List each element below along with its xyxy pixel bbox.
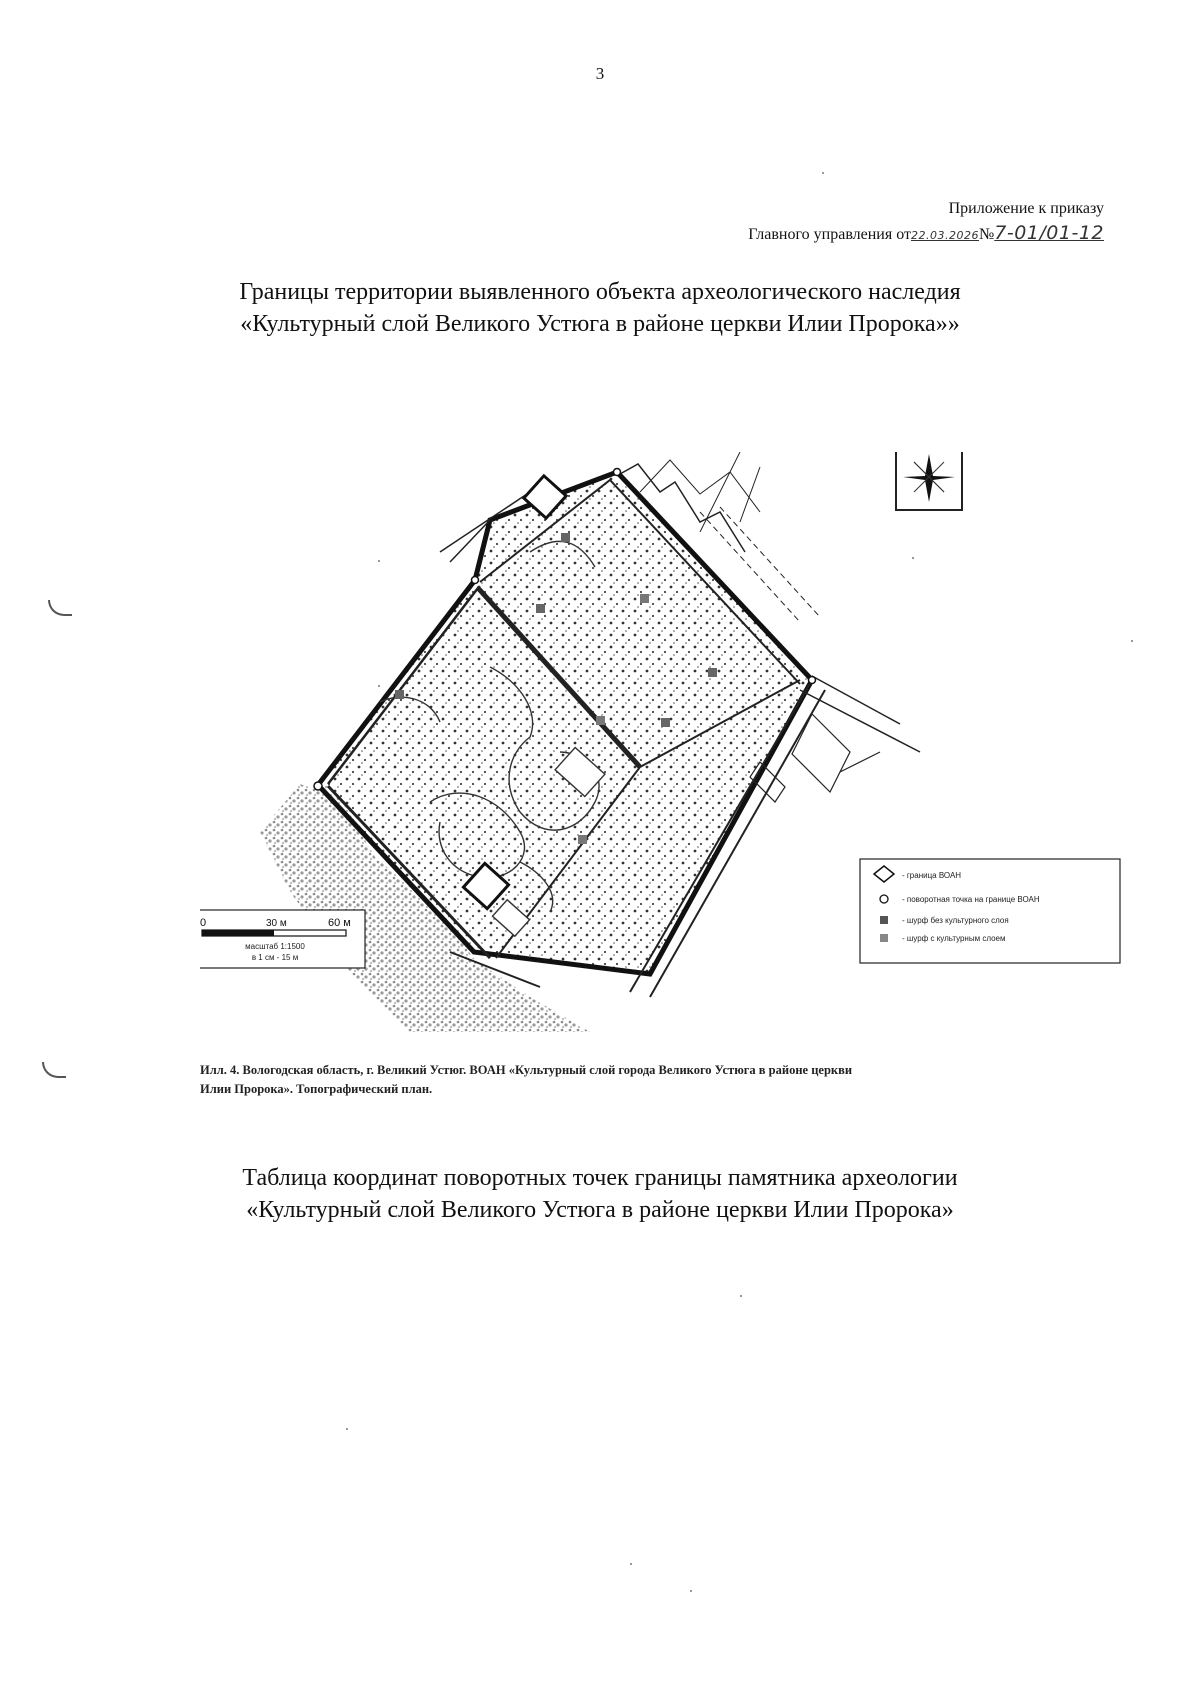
scale-label-60: 60 м [328, 917, 351, 929]
square-gray-icon [880, 934, 888, 942]
legend-item-turning-point: - поворотная точка на границе ВОАН [902, 895, 1040, 904]
appendix-line-2 [748, 221, 1104, 248]
square-dark-icon [880, 916, 888, 924]
circle-outline-icon [880, 895, 888, 903]
handwritten-date: 22.03.2026 [911, 229, 979, 242]
number-sign: № [979, 226, 995, 243]
scan-speck [912, 557, 914, 559]
punch-hole-mark [48, 600, 72, 616]
scan-speck [1131, 640, 1133, 642]
table-title-line-2: «Культурный слой Великого Устюга в районе церкви Илии Пророка» [246, 1197, 954, 1223]
scan-speck [740, 1295, 742, 1297]
scale-label-30: 30 м [266, 918, 287, 929]
title-line-1: Границы территории выявленного объекта археологического наследия [239, 279, 961, 305]
scan-speck [630, 1563, 632, 1565]
table-title [150, 1162, 1050, 1226]
scan-speck [346, 1428, 348, 1430]
scan-speck [822, 172, 824, 174]
punch-hole-mark [42, 1062, 66, 1078]
scale-label-0: 0 [200, 917, 207, 929]
appendix-block [748, 196, 1104, 248]
caption-line-1: Илл. 4. Вологодская область, г. Великий Устюг. ВОАН «Культурный слой города Великого Устюга в районе церкви [200, 1063, 853, 1077]
compass-rose-icon [896, 452, 962, 510]
legend [860, 859, 1120, 963]
scale-text: масштаб 1:1500 [245, 942, 305, 951]
legend-item-boundary: - граница ВОАН [902, 871, 962, 880]
figure-caption [200, 1061, 1120, 1099]
handwritten-number: 7-01/01-12 [994, 222, 1104, 244]
legend-item-pit-empty: - шурф без культурного слоя [902, 916, 1009, 925]
legend-item-pit-cultural: - шурф с культурным слоем [902, 934, 1006, 943]
title-line-2: «Культурный слой Великого Устюга в районе церкви Илии Пророка»» [240, 311, 960, 337]
document-title [150, 276, 1050, 340]
appendix-prefix: Главного управления от [748, 226, 912, 243]
appendix-line-1: Приложение к приказу [948, 200, 1104, 217]
caption-line-2: Илии Пророка». Топографический план. [200, 1082, 433, 1096]
scale-unit-text: в 1 см - 15 м [251, 953, 299, 962]
page-number: 3 [595, 64, 605, 83]
scan-speck [378, 560, 380, 562]
topographic-plan [200, 452, 1130, 1048]
table-title-line-1: Таблица координат поворотных точек границы памятника археологии [242, 1165, 958, 1191]
scale-bar [200, 910, 365, 968]
scan-speck [690, 1590, 692, 1592]
scan-speck [378, 685, 380, 687]
